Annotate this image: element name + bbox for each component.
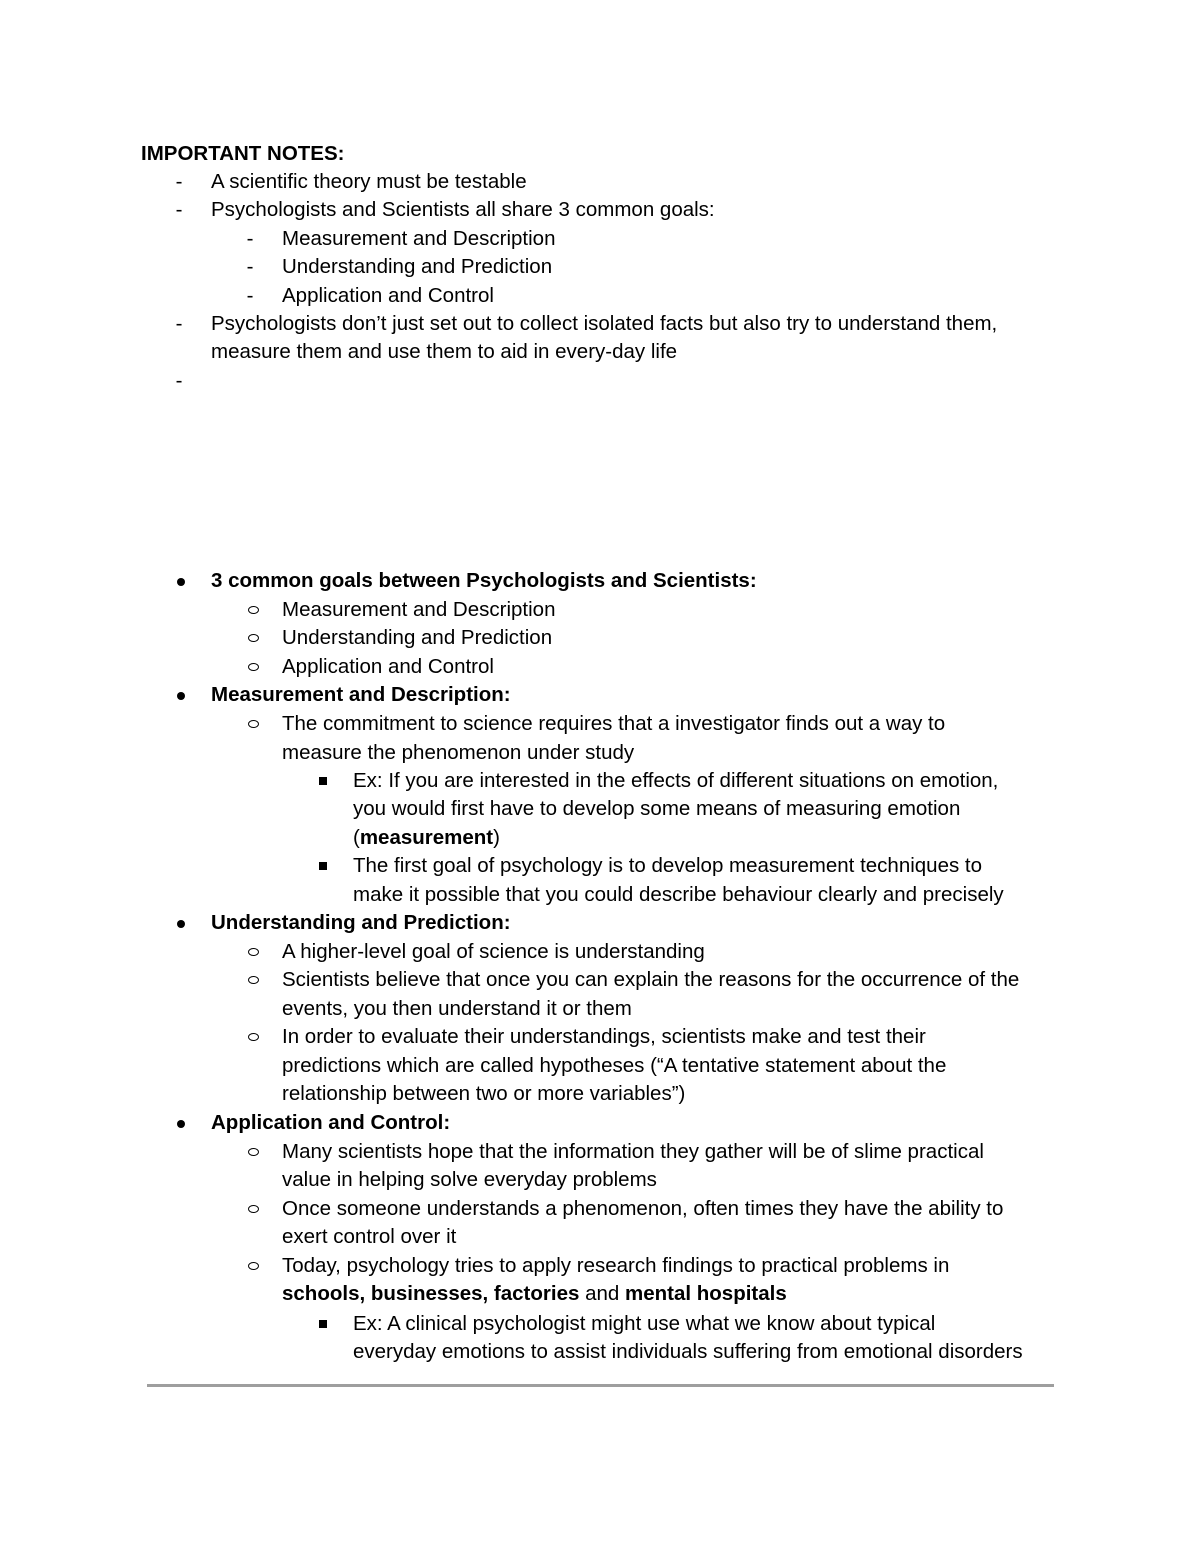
application-line: Once someone understands a phenomenon, often times they have the ability to — [282, 1197, 1004, 1220]
measurement-goal-line: make it possible that you could describe behaviour clearly and precisely — [353, 883, 1004, 906]
dash-bullet: - — [175, 170, 183, 193]
dash-bullet: - — [246, 284, 254, 307]
understanding-line: relationship between two or more variables”) — [282, 1082, 686, 1105]
dash-bullet: - — [246, 227, 254, 250]
disc-bullet-icon — [177, 1120, 185, 1128]
application-example-line: Ex: A clinical psychologist might use what we know about typical — [353, 1312, 936, 1335]
understanding-line: predictions which are called hypotheses (“A tentative statement about the — [282, 1054, 947, 1077]
understanding-heading: Understanding and Prediction: — [211, 911, 511, 934]
measurement-goal-line: The first goal of psychology is to develop measurement techniques to — [353, 854, 983, 877]
paren-close: ) — [493, 826, 500, 849]
measurement-example-line: Ex: If you are interested in the effects of different situations on emotion, — [353, 769, 999, 792]
understanding-line: events, you then understand it or them — [282, 997, 632, 1020]
circle-bullet-icon — [248, 1262, 259, 1270]
measurement-line: measure the phenomenon under study — [282, 741, 635, 764]
circle-bullet-icon — [248, 948, 259, 956]
disc-bullet-icon — [177, 920, 185, 928]
disc-bullet-icon — [177, 692, 185, 700]
dash-bullet: - — [175, 198, 183, 221]
disc-bullet-icon — [177, 578, 185, 586]
note-item-continuation: measure them and use them to aid in every-day life — [211, 340, 678, 363]
goal-item: Application and Control — [282, 655, 494, 678]
dash-bullet: - — [175, 312, 183, 335]
bold-mental-hospitals: mental hospitals — [624, 1282, 787, 1305]
goals-heading: 3 common goals between Psychologists and Scientists: — [211, 569, 757, 592]
application-heading: Application and Control: — [211, 1111, 451, 1134]
measurement-heading: Measurement and Description: — [211, 683, 511, 706]
note-subitem: Understanding and Prediction — [282, 255, 553, 278]
application-example-line: everyday emotions to assist individuals suffering from emotional disorders — [353, 1340, 1023, 1363]
square-bullet-icon — [319, 777, 327, 785]
conjunction: and — [579, 1282, 625, 1305]
horizontal-rule — [147, 1384, 1054, 1387]
square-bullet-icon — [319, 1320, 327, 1328]
measurement-bold-term: measurement — [359, 826, 494, 849]
application-line: value in helping solve everyday problems — [282, 1168, 657, 1191]
bold-places: schools, businesses, factories — [282, 1282, 580, 1305]
circle-bullet-icon — [248, 1205, 259, 1213]
circle-bullet-icon — [248, 634, 259, 642]
application-line: exert control over it — [282, 1225, 457, 1248]
dash-bullet-empty: - — [175, 369, 183, 392]
understanding-line: Scientists believe that once you can explain the reasons for the occurrence of the — [282, 968, 1020, 991]
paren-open: ( — [353, 826, 360, 849]
understanding-line: A higher-level goal of science is understanding — [282, 940, 705, 963]
goal-item: Measurement and Description — [282, 598, 556, 621]
dash-bullet: - — [246, 255, 254, 278]
note-item: Psychologists and Scientists all share 3 common goals: — [211, 198, 715, 221]
circle-bullet-icon — [248, 663, 259, 671]
note-item: Psychologists don’t just set out to collect isolated facts but also try to understand them, — [211, 312, 998, 335]
application-line — [282, 1280, 787, 1308]
note-subitem: Application and Control — [282, 284, 494, 307]
measurement-example-line: you would first have to develop some means of measuring emotion — [353, 797, 961, 820]
goal-item: Understanding and Prediction — [282, 626, 553, 649]
circle-bullet-icon — [248, 606, 259, 614]
circle-bullet-icon — [248, 976, 259, 984]
measurement-line: The commitment to science requires that a investigator finds out a way to — [282, 712, 946, 735]
application-line: Today, psychology tries to apply research findings to practical problems in — [282, 1254, 950, 1277]
circle-bullet-icon — [248, 720, 259, 728]
note-subitem: Measurement and Description — [282, 227, 556, 250]
circle-bullet-icon — [248, 1033, 259, 1041]
measurement-example-line — [353, 824, 500, 852]
understanding-line: In order to evaluate their understandings, scientists make and test their — [282, 1025, 926, 1048]
application-line: Many scientists hope that the information they gather will be of slime practical — [282, 1140, 984, 1163]
note-item: A scientific theory must be testable — [211, 170, 527, 193]
important-notes-heading: IMPORTANT NOTES: — [141, 142, 345, 165]
circle-bullet-icon — [248, 1148, 259, 1156]
square-bullet-icon — [319, 862, 327, 870]
